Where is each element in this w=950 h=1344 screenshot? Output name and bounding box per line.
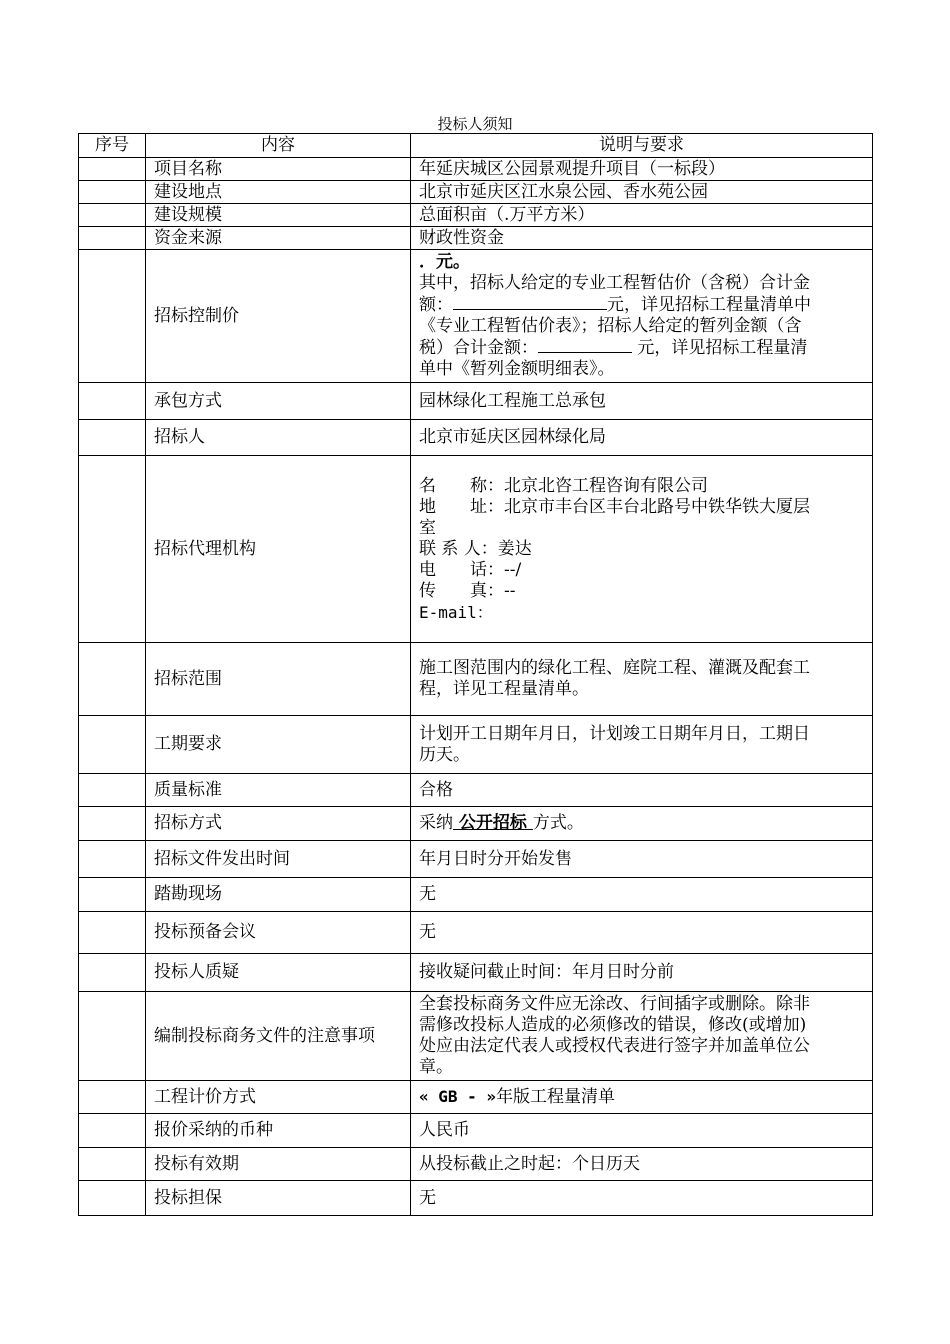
- row-label: 招标文件发出时间: [146, 841, 411, 878]
- row-value: 接收疑问截止时间：年月日时分前: [411, 954, 873, 992]
- row-number: [79, 841, 146, 878]
- row-number: [79, 716, 146, 774]
- table-row: [79, 992, 873, 1081]
- text-line: [419, 337, 864, 359]
- row-number: [79, 181, 146, 204]
- table-row: [79, 774, 873, 807]
- text-line: 章。: [419, 1057, 453, 1077]
- text-line: [419, 294, 864, 316]
- agency-address: 地 址：北京市丰台区丰台北路号中铁华铁大厦层: [419, 496, 810, 517]
- text-fragment: 年版工程量清单: [496, 1087, 616, 1107]
- row-value: 无: [411, 878, 873, 912]
- text-line: 历天。: [419, 744, 470, 765]
- row-label: 招标代理机构: [146, 456, 411, 643]
- table-row: [79, 456, 873, 643]
- row-number: [79, 774, 146, 807]
- row-value: 园林绿化工程施工总承包: [411, 383, 873, 420]
- agency-fax: 传 真：--: [419, 580, 516, 601]
- text-line: 需修改投标人造成的必须修改的错误，修改(或增加): [419, 1015, 807, 1035]
- row-label: 投标有效期: [146, 1148, 411, 1181]
- row-label: 工期要求: [146, 716, 411, 774]
- agency-email: E-mail：: [419, 602, 493, 622]
- fill-blank: [453, 294, 607, 310]
- text-line: 《专业工程暂估价表》；招标人给定的暂列金额（含: [419, 316, 802, 336]
- tender-method: 公开招标: [453, 813, 533, 833]
- row-value: [411, 250, 873, 383]
- row-value: 从投标截止之时起：个日历天: [411, 1148, 873, 1181]
- table-row: [79, 1114, 873, 1148]
- row-number: [79, 250, 146, 383]
- row-value: [411, 643, 873, 716]
- table-row: [79, 878, 873, 912]
- row-label: 投标人质疑: [146, 954, 411, 992]
- row-number: [79, 204, 146, 227]
- text-fragment: 额：: [419, 295, 453, 315]
- row-number: [79, 227, 146, 250]
- row-label: 质量标准: [146, 774, 411, 807]
- row-label: 建设规模: [146, 204, 411, 227]
- table-row: [79, 716, 873, 774]
- row-value: 无: [411, 1181, 873, 1216]
- row-label: 工程计价方式: [146, 1081, 411, 1114]
- row-label: 招标人: [146, 420, 411, 456]
- row-number: [79, 158, 146, 181]
- row-label: 承包方式: [146, 383, 411, 420]
- table-row: [79, 841, 873, 878]
- table-row: [79, 912, 873, 954]
- header-requirements: 说明与要求: [411, 134, 873, 158]
- table-row: [79, 1181, 873, 1216]
- fill-blank: [538, 337, 632, 353]
- table-row: [79, 250, 873, 383]
- row-number: [79, 1148, 146, 1181]
- table-row: [79, 1081, 873, 1114]
- row-value: [411, 716, 873, 774]
- text-fragment: 元，详见招标工程量清: [632, 338, 808, 358]
- table-row: [79, 807, 873, 841]
- text-line: 单中《暂列金额明细表》。: [419, 359, 615, 379]
- row-label: 报价采纳的币种: [146, 1114, 411, 1148]
- row-value: [411, 1081, 873, 1114]
- row-value: [411, 992, 873, 1081]
- row-value: [411, 807, 873, 841]
- control-price-amount: ．元。: [419, 252, 470, 272]
- row-number: [79, 383, 146, 420]
- header-content: 内容: [146, 134, 411, 158]
- table-caption: 投标人须知: [437, 115, 513, 133]
- row-value: 年月日时分开始发售: [411, 841, 873, 878]
- row-label: 编制投标商务文件的注意事项: [146, 992, 411, 1081]
- agency-contact: 联 系 人：姜达: [419, 538, 532, 559]
- table-row: [79, 1148, 873, 1181]
- row-label: 建设地点: [146, 181, 411, 204]
- row-value: 合格: [411, 774, 873, 807]
- row-label: 踏勘现场: [146, 878, 411, 912]
- row-number: [79, 954, 146, 992]
- text-line: 程，详见工程量清单。: [419, 679, 589, 699]
- row-number: [79, 456, 146, 643]
- row-value: 总面积亩（.万平方米）: [411, 204, 873, 227]
- row-number: [79, 643, 146, 716]
- table-row: [79, 420, 873, 456]
- table-row: [79, 954, 873, 992]
- row-number: [79, 1181, 146, 1216]
- row-label: 招标控制价: [146, 250, 411, 383]
- row-number: [79, 878, 146, 912]
- text-line: 处应由法定代表人或授权代表进行签字并加盖单位公: [419, 1036, 810, 1056]
- row-number: [79, 807, 146, 841]
- text-fragment: 税）合计金额：: [419, 338, 538, 358]
- row-value: 北京市延庆区园林绿化局: [411, 420, 873, 456]
- row-value: 人民币: [411, 1114, 873, 1148]
- row-label: 资金来源: [146, 227, 411, 250]
- row-value: 财政性资金: [411, 227, 873, 250]
- table-row: [79, 383, 873, 420]
- row-label: 投标预备会议: [146, 912, 411, 954]
- row-value: 无: [411, 912, 873, 954]
- agency-name: 名 称：北京北咨工程咨询有限公司: [419, 475, 708, 496]
- header-row: [79, 134, 873, 158]
- row-number: [79, 912, 146, 954]
- text-line: 全套投标商务文件应无涂改、行间插字或删除。除非: [419, 994, 810, 1014]
- agency-address-cont: 室: [419, 517, 436, 538]
- row-label: 招标范围: [146, 643, 411, 716]
- table-row: [79, 643, 873, 716]
- row-number: [79, 1081, 146, 1114]
- table-row: [79, 158, 873, 181]
- agency-phone: 电 话：--/: [419, 559, 522, 580]
- row-label: 投标担保: [146, 1181, 411, 1216]
- row-number: [79, 420, 146, 456]
- text-fragment: 采纳: [419, 813, 453, 833]
- row-number: [79, 992, 146, 1081]
- table-row: [79, 204, 873, 227]
- text-fragment: 元，详见招标工程量清单中: [607, 295, 811, 315]
- row-value: 北京市延庆区江水泉公园、香水苑公园: [411, 181, 873, 204]
- row-label: 项目名称: [146, 158, 411, 181]
- bidder-notice-table: [78, 133, 873, 1216]
- standard-code: « GB - »: [419, 1087, 497, 1106]
- row-number: [79, 1114, 146, 1148]
- header-no: 序号: [79, 134, 146, 158]
- row-value: 年延庆城区公园景观提升项目（一标段）: [411, 158, 873, 181]
- table-row: [79, 227, 873, 250]
- text-line: 施工图范围内的绿化工程、庭院工程、灌溉及配套工: [419, 658, 810, 678]
- text-fragment: 方式。: [532, 813, 584, 833]
- row-label: 招标方式: [146, 807, 411, 841]
- row-value: [411, 456, 873, 643]
- text-line: 其中，招标人给定的专业工程暂估价（含税）合计金: [419, 273, 810, 293]
- text-line: 计划开工日期年月日，计划竣工日期年月日，工期日: [419, 723, 810, 744]
- table-row: [79, 181, 873, 204]
